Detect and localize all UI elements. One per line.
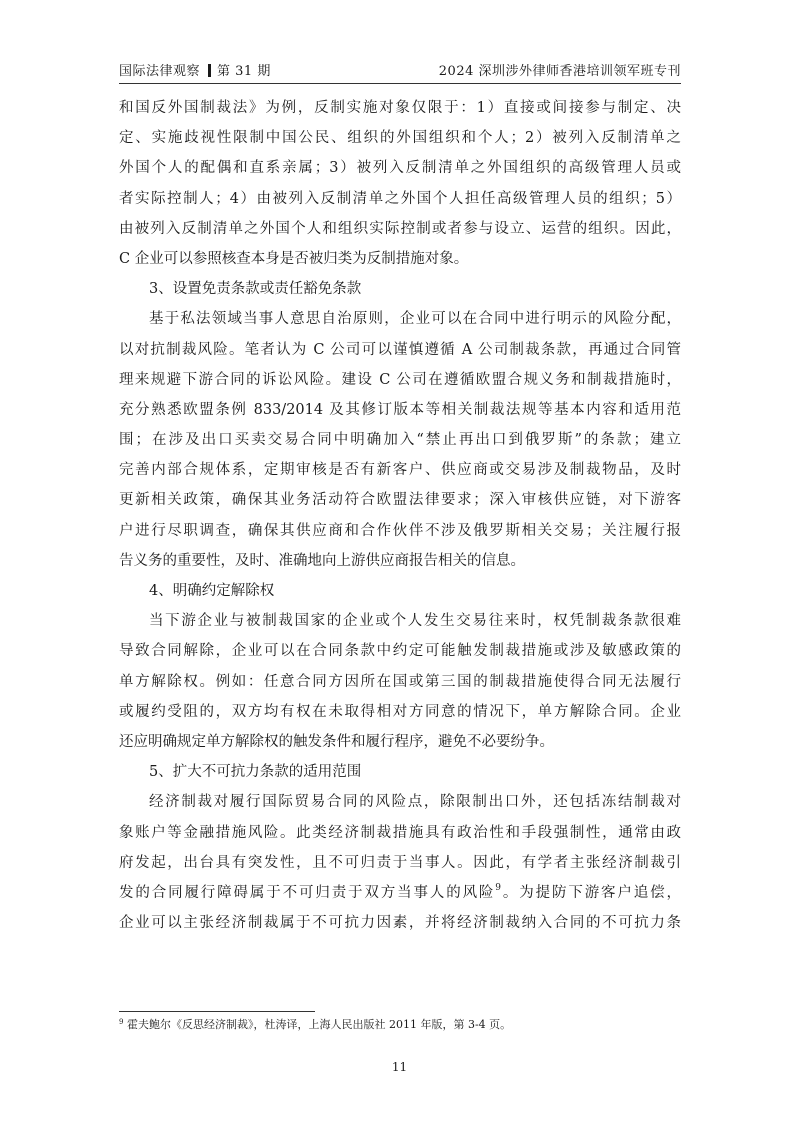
line-text: 4、明确约定解除权 bbox=[149, 583, 275, 599]
line-text: 完善内部合规体系，定期审核是否有新客户、供应商或交易涉及制裁物品，及时 bbox=[119, 462, 681, 479]
line-text: 由被列入反制清单之外国个人和组织实际控制或者参与设立、运营的组织。因此， bbox=[119, 220, 681, 237]
line-text: 外国个人的配偶和直系亲属；3）被列入反制清单之外国组织的高级管理人员或 bbox=[119, 160, 681, 177]
line-text: 户进行尽职调查，确保其供应商和合作伙伴不涉及俄罗斯相关交易；关注履行报 bbox=[119, 522, 681, 539]
line-text: 经济制裁对履行国际贸易合同的风险点，除限制出口外，还包括冻结制裁对 bbox=[149, 794, 681, 811]
text-line bbox=[119, 848, 681, 878]
line-text: 告义务的重要性，及时、准确地向上游供应商报告相关的信息。 bbox=[119, 552, 525, 569]
section-heading bbox=[119, 757, 681, 787]
special-issue-title: 2024 深圳涉外律师香港培训领军班专刊 bbox=[438, 64, 681, 79]
footnote-mark: 9 bbox=[119, 1018, 124, 1026]
line-text: 以对抗制裁风险。笔者认为 C 公司可以谨慎遵循 A 公司制裁条款，再通过合同管 bbox=[119, 341, 681, 358]
line-text: 理来规避下游合同的诉讼风险。建设 C 公司在遵循欧盟合规义务和制裁措施时， bbox=[119, 371, 681, 388]
footnote-ref: 9 bbox=[495, 882, 502, 893]
line-text: 和国反外国制裁法》为例，反制实施对象仅限于：1）直接或间接参与制定、决 bbox=[119, 100, 681, 116]
line-text: 者实际控制人；4）由被列入反制清单之外国个人担任高级管理人员的组织；5） bbox=[119, 190, 681, 207]
line-text: 府发起，出台具有突发性，且不可归责于当事人。因此，有学者主张经济制裁引 bbox=[119, 854, 681, 871]
text-line bbox=[119, 184, 681, 214]
text-line bbox=[119, 485, 681, 515]
text-line bbox=[119, 727, 681, 757]
text-line bbox=[119, 153, 681, 183]
line-text: 或履约受阻的，双方均有权在未取得相对方同意的情况下，单方解除合同。企业 bbox=[119, 703, 681, 720]
text-line bbox=[119, 787, 681, 817]
line-text: 企业可以主张经济制裁属于不可抗力因素，并将经济制裁纳入合同的不可抗力条 bbox=[119, 915, 681, 932]
page-number: 11 bbox=[391, 1060, 408, 1074]
line-text: 定、实施歧视性限制中国公民、组织的外国组织和个人；2）被列入反制清单之 bbox=[119, 130, 681, 147]
section-heading bbox=[119, 274, 681, 304]
text-line bbox=[119, 908, 681, 938]
journal-name: 国际法律观察 bbox=[119, 64, 201, 79]
text-line bbox=[119, 455, 681, 485]
line-text: 充分熟悉欧盟条例 833/2014 及其修订版本等相关制裁法规等基本内容和适用范 bbox=[119, 401, 681, 418]
text-line bbox=[119, 365, 681, 395]
footnote-rule bbox=[119, 1011, 315, 1012]
line-text: 更新相关政策，确保其业务活动符合欧盟法律要求；深入审核供应链，对下游客 bbox=[119, 492, 681, 509]
header-rule bbox=[119, 83, 681, 84]
page-header bbox=[119, 58, 681, 80]
text-line bbox=[119, 636, 681, 666]
line-text: 3、设置免责条款或责任豁免条款 bbox=[149, 281, 362, 298]
text-line bbox=[119, 606, 681, 636]
text-line bbox=[119, 335, 681, 365]
header-divider bbox=[208, 64, 211, 77]
line-text: C 企业可以参照核查本身是否被归类为反制措施对象。 bbox=[119, 250, 469, 267]
text-line bbox=[119, 697, 681, 727]
line-text: 还应明确规定单方解除权的触发条件和履行程序，避免不必要纷争。 bbox=[119, 733, 554, 750]
line-text-tail: 。为提防下游客户追偿， bbox=[501, 884, 681, 901]
issue-number: 第 31 期 bbox=[217, 64, 271, 79]
text-line bbox=[119, 244, 681, 274]
text-line bbox=[119, 546, 681, 576]
footnote-text: 霍夫鲍尔《反思经济制裁》，杜涛译，上海人民出版社 2011 年版，第 3-4 页。 bbox=[123, 1018, 512, 1031]
line-text: 5、扩大不可抗力条款的适用范围 bbox=[149, 764, 362, 781]
footnote bbox=[119, 1017, 681, 1033]
text-line bbox=[119, 516, 681, 546]
text-line bbox=[119, 878, 681, 908]
text-line bbox=[119, 395, 681, 425]
line-text: 导致合同解除，企业可以在合同条款中约定可能触发制裁措施或涉及敏感政策的 bbox=[119, 643, 681, 660]
text-line bbox=[119, 214, 681, 244]
section-heading bbox=[119, 576, 681, 606]
text-line bbox=[119, 425, 681, 455]
line-text: 发的合同履行障碍属于不可归责于双方当事人的风险 bbox=[119, 884, 496, 901]
text-line bbox=[119, 304, 681, 334]
header-left bbox=[119, 60, 271, 79]
line-text: 基于私法领域当事人意思自治原则，企业可以在合同中进行明示的风险分配， bbox=[149, 311, 681, 328]
text-line bbox=[119, 667, 681, 697]
line-text: 单方解除权。例如：任意合同方因所在国或第三国的制裁措施使得合同无法履行 bbox=[119, 673, 681, 690]
body-text bbox=[119, 93, 681, 938]
line-text: 象账户等金融措施风险。此类经济制裁措施具有政治性和手段强制性，通常由政 bbox=[119, 824, 681, 841]
text-line bbox=[119, 123, 681, 153]
line-text: 围；在涉及出口买卖交易合同中明确加入“禁止再出口到俄罗斯”的条款；建立 bbox=[119, 432, 681, 449]
text-line bbox=[119, 93, 681, 123]
line-text: 当下游企业与被制裁国家的企业或个人发生交易往来时，权凭制裁条款很难 bbox=[149, 613, 681, 630]
text-line bbox=[119, 818, 681, 848]
